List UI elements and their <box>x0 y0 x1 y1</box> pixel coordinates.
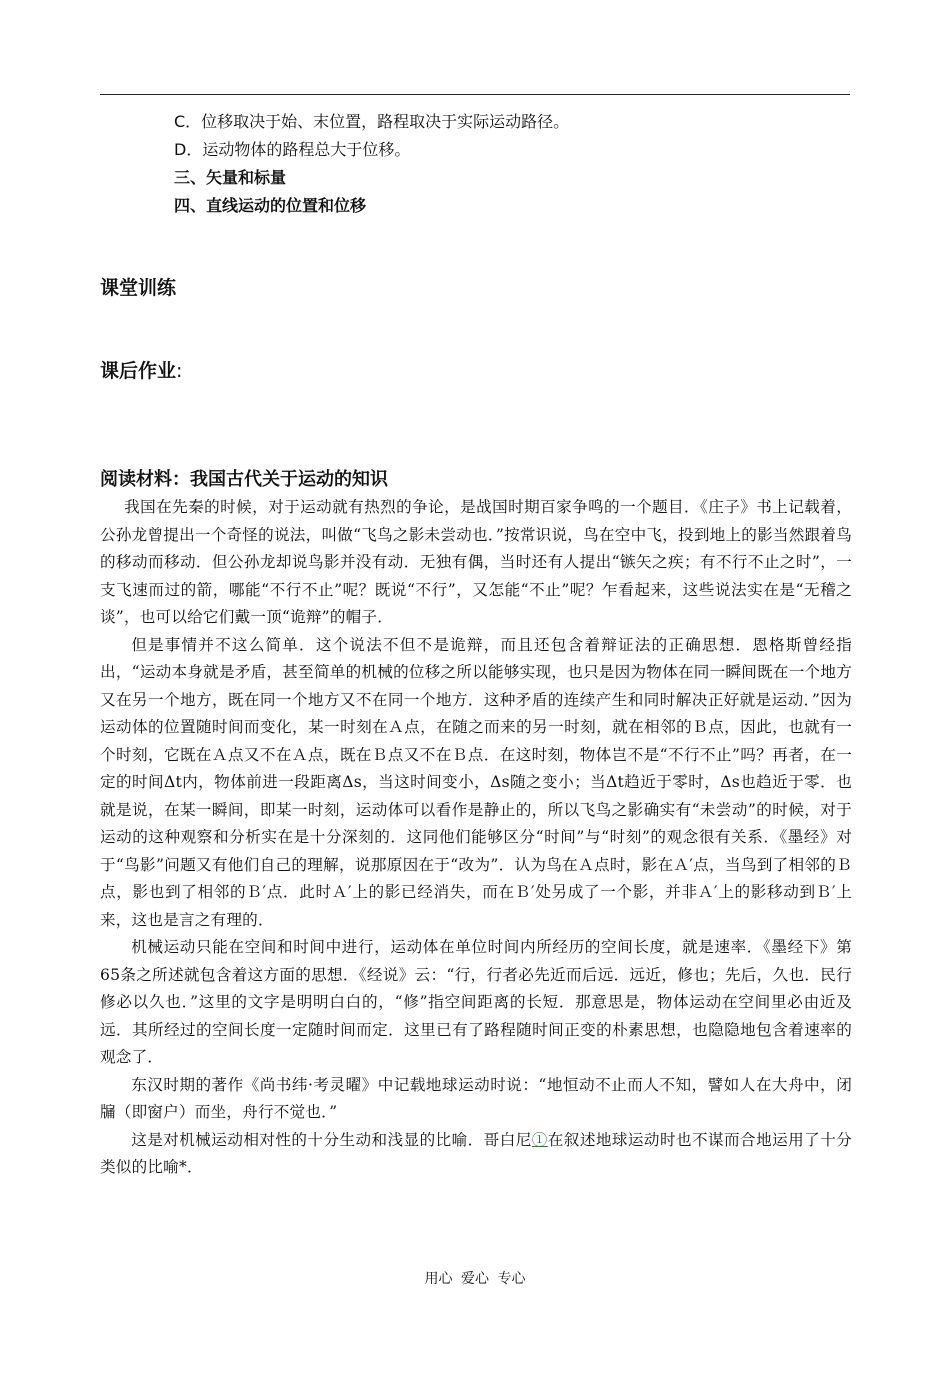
header-rule <box>100 94 850 95</box>
heading-homework-colon: : <box>176 360 183 382</box>
paragraph-2: 但是事情并不这么简单．这个说法不但不是诡辩，而且还包含着辩证法的正确思想．恩格斯曾经指出，“运动本身就是矛盾，甚至简单的机械的位移之所以能够实现，也只是因为物体在同一瞬间既在一个地方又在另一个地方，既在同一个地方又不在同一个地方．这种矛盾的连续产生和同时解决正好就是运动．”因为运动体的位置随时间而变化，某一时刻在Ａ点，在随之而来的另一时刻，就在相邻的Ｂ点，因此，也就有一个时刻，它既在Ａ点又不在Ａ点，既在Ｂ点又不在Ｂ点．在这时刻，物体岂不是“不行不止”吗？再者，在一定的时间Δt内，物体前进一段距离Δs，当这时间变小，Δs随之变小；当Δt趋近于零时，Δs也趋近于零．也就是说，在某一瞬间，即某一时刻，运动体可以看作是静止的，所以飞鸟之影确实有“未尝动”的时候，对于运动的这种观察和分析实在是十分深刻的．这同他们能够区分“时间”与“时刻”的观念很有关系．《墨经》对于“鸟影”问题又有他们自己的理解，说那原因在于“改为”．认为鸟在Ａ点时，影在Ａ′点，当鸟到了相邻的Ｂ点，影也到了相邻的Ｂ′点．此时Ａ′上的影已经消失，而在Ｂ′处另成了一个影，并非Ａ′上的影移动到Ｂ′上来，这也是言之有理的． <box>100 635 852 929</box>
paragraph-5-text: 这是对机械运动相对性的十分生动和浅显的比喻．哥白尼 <box>131 1130 532 1149</box>
reading-article <box>100 494 852 1182</box>
section-linear-motion: 四、直线运动的位置和位移 <box>174 196 367 215</box>
paragraph-5 <box>100 1127 852 1182</box>
heading-homework <box>100 359 182 383</box>
option-d: D．运动物体的路程总大于位移。 <box>174 140 411 159</box>
page-footer: 用心 爱心 专心 <box>424 1271 526 1287</box>
section-vectors-scalars: 三、矢量和标量 <box>174 168 287 187</box>
heading-classroom-training: 课堂训练 <box>100 277 177 299</box>
footnote-link[interactable]: ① <box>531 1130 548 1149</box>
paragraph-3: 机械运动只能在空间和时间中进行，运动体在单位时间内所经历的空间长度，就是速率．《墨经下》第65条之所述就包含着这方面的思想．《经说》云：“行，行者必先近而后远．远近，修也；先后，久也．民行修必以久也．”这里的文字是明明白白的，“修”指空间距离的长短．那意思是，物体运动在空间里必由近及远．其所经过的空间长度一定随时间而定．这里已有了路程随时间正变的朴素思想，也隐隐地包含着速率的观念了． <box>100 938 852 1066</box>
reading-title: 阅读材料：我国古代关于运动的知识 <box>100 469 388 490</box>
heading-homework-label: 课后作业 <box>100 360 177 382</box>
option-c: C．位移取决于始、末位置，路程取决于实际运动路径。 <box>174 112 570 131</box>
paragraph-1: 我国在先秦的时候，对于运动就有热烈的争论，是战国时期百家争鸣的一个题目．《庄子》书上记载着，公孙龙曾提出一个奇怪的说法，叫做“飞鸟之影未尝动也．”按常识说，鸟在空中飞，投到地上的影当然跟着鸟的移动而移动．但公孙龙却说鸟影并没有动．无独有偶，当时还有人提出“镞矢之疾；有不行不止之时”，一支飞速而过的箭，哪能“不行不止”呢？既说“不行”，又怎能“不止”呢？乍看起来，这些说法实在是“无稽之谈”，也可以给它们戴一顶“诡辩”的帽子． <box>100 498 852 626</box>
paragraph-5-text-end: 在叙述地球运动时也不谋而合地运用了十分类似的比喻*． <box>100 1130 852 1176</box>
paragraph-4: 东汉时期的著作《尚书纬·考灵曜》中记载地球运动时说：“地恒动不止而人不知，譬如人在大舟中，闭牖（即窗户）而坐，舟行不觉也．” <box>100 1075 852 1121</box>
